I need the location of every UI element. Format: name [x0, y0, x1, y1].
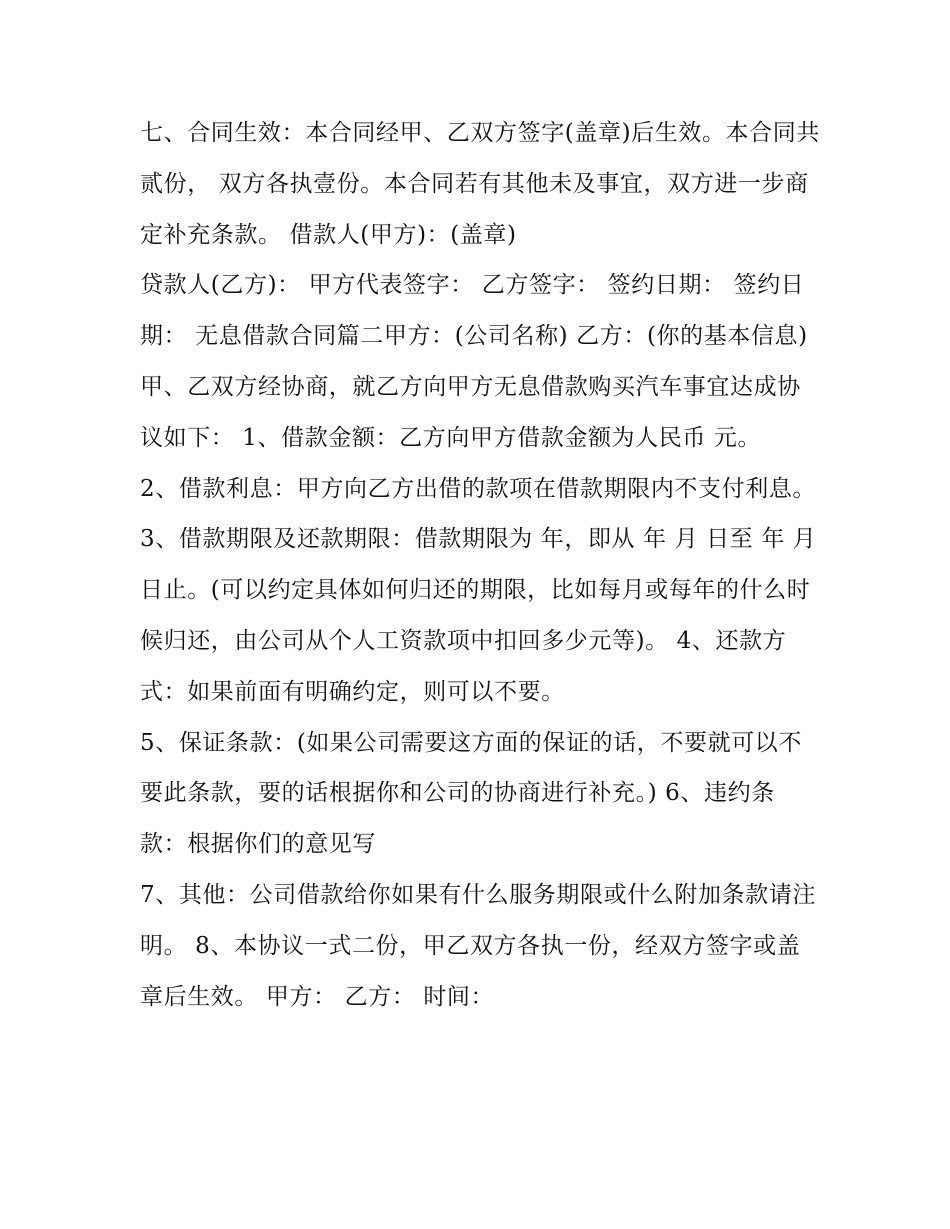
paragraph-signatures: 贷款人(乙方)： 甲方代表签字： 乙方签字： 签约日期： 签约日期： 无息借款合同篇二甲方：(公司名称) 乙方：(你的基本信息) — [140, 272, 808, 350]
paragraph-agreement-amount: 甲、乙双方经协商，就乙方向甲方无息借款购买汽车事宜达成协议如下： 1、借款金额：乙方向甲方借款金额为人民币 元。 — [140, 373, 801, 451]
paragraph-guarantee: 5、保证条款：(如果公司需要这方面的保证的话，不要就可以不要此条款，要的话根据你和公司的协商进行补充。) 6、违约条款：根据你们的意见写 — [140, 729, 803, 858]
document-body — [140, 108, 820, 1022]
paragraph-contract-effect: 七、合同生效：本合同经甲、乙双方签字(盖章)后生效。本合同共贰份， 双方各执壹份。本合同若有其他未及事宜，双方进一步商定补充条款。 借款人(甲方)：(盖章) — [140, 120, 820, 248]
paragraph-interest-term: 2、借款利息：甲方向乙方出借的款项在借款期限内不支付利息。 3、借款期限及还款期限：借款期限为 年，即从 年 月 日至 年 月 — [140, 475, 817, 553]
paragraph-other-terms: 7、其他：公司借款给你如果有什么服务期限或什么附加条款请注明。 8、本协议一式二份，甲乙双方各执一份，经双方签字或盖章后生效。 甲方： 乙方： 时间： — [140, 881, 817, 1010]
paragraph-repayment: 日止。(可以约定具体如何归还的期限，比如每月或每年的什么时候归还，由公司从个人工资款项中扣回多少元等)。 4、还款方式：如果前面有明确约定，则可以不要。 — [140, 577, 811, 705]
